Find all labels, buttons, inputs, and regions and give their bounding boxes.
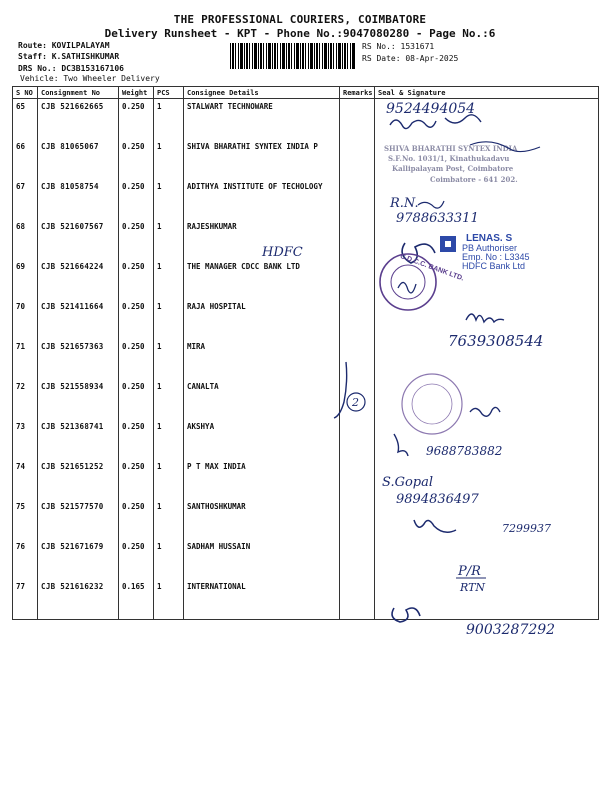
row-remarks — [340, 499, 375, 539]
handwritten-name: R.N. — [390, 196, 419, 211]
row-consignment: CJB 521368741 — [38, 419, 119, 459]
stamp-line: SHIVA BHARATHI SYNTEX INDIA — [384, 144, 518, 153]
col-remarks: Remarks — [340, 87, 375, 99]
table-row — [13, 139, 599, 179]
barcode — [230, 43, 356, 69]
row-consignment: CJB 521411664 — [38, 299, 119, 339]
handwritten-phone: 9524494054 — [386, 101, 476, 117]
row-weight: 0.250 — [119, 219, 154, 259]
row-consignee: SANTHOSHKUMAR — [184, 499, 340, 539]
row-consignment: CJB 521664224 — [38, 259, 119, 299]
handwritten-phone: 9003287292 — [466, 622, 556, 638]
company-title: THE PROFESSIONAL COURIERS, COIMBATORE — [173, 13, 427, 26]
row-signature — [375, 259, 599, 299]
runsheet-table — [12, 86, 599, 620]
row-consignee: MIRA — [184, 339, 340, 379]
col-sno: S NO — [13, 87, 38, 99]
row-consignee: SHIVA BHARATHI SYNTEX INDIA P — [184, 139, 340, 179]
row-signature — [375, 459, 599, 499]
handwritten-phone: 7639308544 — [448, 332, 544, 350]
row-signature — [375, 579, 599, 620]
row-sno: 76 — [13, 539, 38, 579]
table-row — [13, 179, 599, 219]
row-sno: 68 — [13, 219, 38, 259]
stamp-text: C.D.C.C. BANK LTD. — [399, 253, 465, 283]
stamp-bank: HDFC Bank Ltd — [462, 261, 526, 271]
row-remarks — [340, 539, 375, 579]
row-pcs: 1 — [154, 299, 184, 339]
stamp-role: PB Authoriser — [462, 243, 518, 253]
row-signature — [375, 179, 599, 219]
rs-date-label: RS Date: 08-Apr-2025 — [362, 54, 459, 63]
row-sno: 67 — [13, 179, 38, 219]
row-consignment: CJB 521651252 — [38, 459, 119, 499]
row-sno: 71 — [13, 339, 38, 379]
row-sno: 70 — [13, 299, 38, 339]
row-signature — [375, 139, 599, 179]
row-sno: 74 — [13, 459, 38, 499]
row-weight: 0.250 — [119, 459, 154, 499]
row-pcs: 1 — [154, 219, 184, 259]
col-weight: Weight — [119, 87, 154, 99]
drs-label: DRS No.: DC3B153167106 — [18, 64, 124, 73]
row-pcs: 1 — [154, 579, 184, 620]
table-row — [13, 219, 599, 259]
row-weight: 0.250 — [119, 339, 154, 379]
table-row — [13, 299, 599, 339]
table-row — [13, 259, 599, 299]
row-remarks — [340, 139, 375, 179]
col-seal-signature: Seal & Signature — [375, 87, 599, 99]
row-consignment: CJB 521657363 — [38, 339, 119, 379]
row-remarks — [340, 339, 375, 379]
row-sno: 77 — [13, 579, 38, 620]
circled-number: 2 — [352, 396, 359, 409]
row-pcs: 1 — [154, 259, 184, 299]
row-consignee: STALWART TECHNOWARE — [184, 99, 340, 140]
table-row — [13, 419, 599, 459]
row-consignment: CJB 521558934 — [38, 379, 119, 419]
row-consignee: RAJA HOSPITAL — [184, 299, 340, 339]
row-consignee: CANALTA — [184, 379, 340, 419]
row-weight: 0.250 — [119, 179, 154, 219]
col-pcs: PCS — [154, 87, 184, 99]
row-signature — [375, 499, 599, 539]
col-consignee: Consignee Details — [184, 87, 340, 99]
row-signature — [375, 419, 599, 459]
row-remarks — [340, 579, 375, 620]
row-weight: 0.250 — [119, 259, 154, 299]
handwritten-name: S.Gopal — [382, 475, 434, 490]
row-remarks — [340, 219, 375, 259]
route-label: Route: KOVILPALAYAM — [18, 41, 110, 50]
row-consignment: CJB 81058754 — [38, 179, 119, 219]
handwritten-note: HDFC — [262, 245, 303, 260]
row-signature — [375, 299, 599, 339]
row-weight: 0.250 — [119, 419, 154, 459]
staff-label: Staff: K.SATHISHKUMAR — [18, 52, 120, 61]
row-pcs: 1 — [154, 339, 184, 379]
table-header-row — [13, 87, 599, 99]
stamp-name: LENAS. S — [466, 233, 513, 244]
row-weight: 0.250 — [119, 379, 154, 419]
stamp-line: S.F.No. 1031/1, Kinathukadavu — [388, 154, 510, 163]
table-row — [13, 379, 599, 419]
table-row — [13, 339, 599, 379]
row-consignment: CJB 521662665 — [38, 99, 119, 140]
row-consignee: INTERNATIONAL — [184, 579, 340, 620]
row-consignee: ADITHYA INSTITUTE OF TECHOLOGY — [184, 179, 340, 219]
row-consignment: CJB 81065067 — [38, 139, 119, 179]
stamp-line: Coimbatore - 641 202. — [430, 175, 518, 184]
row-consignment: CJB 521607567 — [38, 219, 119, 259]
handwritten-phone: 9788633311 — [396, 211, 479, 226]
row-signature — [375, 539, 599, 579]
row-signature — [375, 339, 599, 379]
row-remarks — [340, 99, 375, 140]
row-remarks — [340, 419, 375, 459]
table-row — [13, 579, 599, 620]
handwritten-phone: 9894836497 — [396, 492, 479, 507]
col-consignment: Consignment No — [38, 87, 119, 99]
row-remarks — [340, 299, 375, 339]
row-sno: 69 — [13, 259, 38, 299]
row-consignment: CJB 521616232 — [38, 579, 119, 620]
handwritten-phone: 7299937 — [502, 522, 551, 535]
handwritten-note: RTN — [460, 581, 486, 594]
row-weight: 0.165 — [119, 579, 154, 620]
row-signature — [375, 219, 599, 259]
row-remarks — [340, 259, 375, 299]
row-sno: 65 — [13, 99, 38, 140]
table-row — [13, 99, 599, 140]
row-sno: 72 — [13, 379, 38, 419]
row-signature — [375, 99, 599, 140]
row-pcs: 1 — [154, 179, 184, 219]
row-weight: 0.250 — [119, 499, 154, 539]
row-remarks — [340, 459, 375, 499]
row-consignee: RAJESHKUMAR — [184, 219, 340, 259]
row-consignee: SADHAM HUSSAIN — [184, 539, 340, 579]
row-pcs: 1 — [154, 139, 184, 179]
row-consignee: THE MANAGER CDCC BANK LTD — [184, 259, 340, 299]
stamp-emp: Emp. No : L3345 — [462, 252, 530, 262]
row-pcs: 1 — [154, 99, 184, 140]
row-consignment: CJB 521577570 — [38, 499, 119, 539]
row-pcs: 1 — [154, 459, 184, 499]
row-weight: 0.250 — [119, 539, 154, 579]
handwritten-phone: 9688783882 — [426, 444, 503, 458]
row-consignment: CJB 521671679 — [38, 539, 119, 579]
row-consignee: AKSHYA — [184, 419, 340, 459]
row-sno: 73 — [13, 419, 38, 459]
rs-no-label: RS No.: 1531671 — [362, 42, 435, 51]
row-pcs: 1 — [154, 539, 184, 579]
row-sno: 66 — [13, 139, 38, 179]
row-consignee: P T MAX INDIA — [184, 459, 340, 499]
row-weight: 0.250 — [119, 299, 154, 339]
row-weight: 0.250 — [119, 139, 154, 179]
row-sno: 75 — [13, 499, 38, 539]
row-pcs: 1 — [154, 499, 184, 539]
row-remarks — [340, 379, 375, 419]
stamp-line: Kallipalayam Post, Coimbatore — [392, 164, 514, 173]
table-row — [13, 459, 599, 499]
handwritten-note: P/R — [458, 564, 481, 579]
row-signature — [375, 379, 599, 419]
row-weight: 0.250 — [119, 99, 154, 140]
table-row — [13, 499, 599, 539]
runsheet-subtitle: Delivery Runsheet - KPT - Phone No.:9047080280 - Page No.:6 — [104, 27, 496, 40]
row-remarks — [340, 179, 375, 219]
table-row — [13, 539, 599, 579]
vehicle-label: Vehicle: Two Wheeler Delivery — [20, 74, 160, 83]
row-pcs: 1 — [154, 379, 184, 419]
row-pcs: 1 — [154, 419, 184, 459]
